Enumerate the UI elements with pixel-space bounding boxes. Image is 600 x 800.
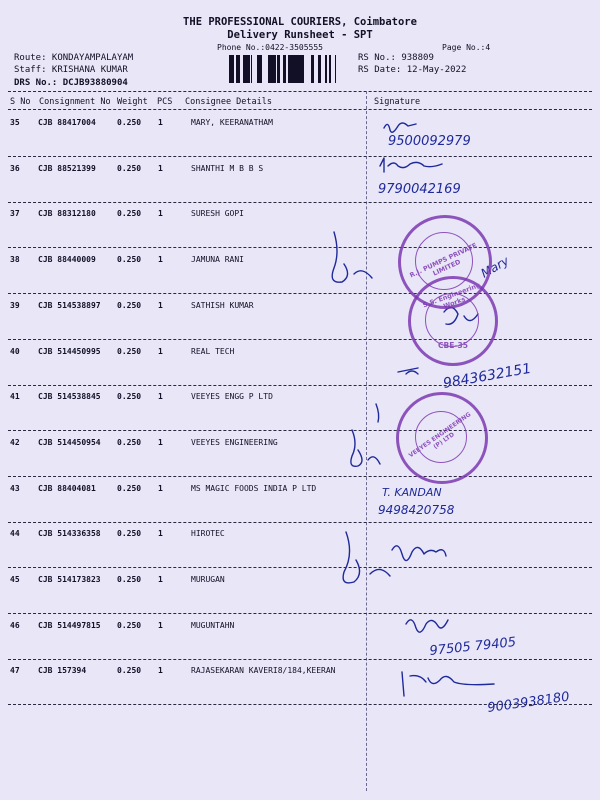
row-sno: 38 xyxy=(10,255,20,265)
row-pcs: 1 xyxy=(158,666,163,676)
row-weight: 0.250 xyxy=(117,666,142,676)
row-divider xyxy=(8,613,592,614)
row-consignee: JAMUNA RANI xyxy=(191,255,244,265)
row-pcs: 1 xyxy=(158,255,163,265)
row-weight: 0.250 xyxy=(117,209,142,219)
row-consignee: HIROTEC xyxy=(191,529,225,539)
row-pcs: 1 xyxy=(158,300,163,310)
stamp2-city: CBE-35 xyxy=(438,341,468,350)
page-number: Page No.:4 xyxy=(442,43,491,52)
row-sno: 37 xyxy=(10,209,20,219)
table-row xyxy=(0,118,600,164)
row-sno: 35 xyxy=(10,118,20,127)
route: Route: KONDAYAMPALAYAM xyxy=(14,53,134,63)
sig46-phone: 97505 79405 xyxy=(428,634,517,659)
col-signature: Signature xyxy=(374,97,421,107)
row-sno: 43 xyxy=(10,483,20,493)
row-consignee: VEEYES ENGINEERING xyxy=(191,437,278,447)
rs-number: RS No.: 938809 xyxy=(358,53,434,63)
row-sno: 40 xyxy=(10,346,20,356)
row-weight: 0.250 xyxy=(117,255,142,265)
table-row xyxy=(0,209,600,255)
row-consignment: CJB 514538897 xyxy=(38,300,101,310)
row-consignee: REAL TECH xyxy=(191,346,235,356)
row-divider xyxy=(8,247,592,248)
row-pcs: 1 xyxy=(158,209,163,219)
row-sno: 41 xyxy=(10,392,20,402)
row-consignment: CJB 88417004 xyxy=(38,118,96,127)
row-consignment: CJB 514336358 xyxy=(38,529,101,539)
row-divider xyxy=(8,430,592,431)
row-consignment: CJB 88312180 xyxy=(38,209,96,219)
row-pcs: 1 xyxy=(158,118,163,127)
sig38-name: Mary xyxy=(478,253,512,281)
row-weight: 0.250 xyxy=(117,529,142,539)
phone-number: Phone No.:0422-3505555 xyxy=(217,43,323,52)
drs-number: DRS No.: DCJB93880904 xyxy=(14,78,128,88)
table-row xyxy=(0,666,600,712)
row-weight: 0.250 xyxy=(117,118,142,127)
row-consignee: SURESH GOPI xyxy=(191,209,244,219)
sig40-phone: 9843632151 xyxy=(441,360,533,392)
row-consignment: CJB 514497815 xyxy=(38,620,101,630)
sig36-phone: 9790042169 xyxy=(378,182,461,197)
row-weight: 0.250 xyxy=(117,620,142,630)
row-sno: 46 xyxy=(10,620,20,630)
table-row xyxy=(0,255,600,301)
row-weight: 0.250 xyxy=(117,392,142,402)
row-sno: 45 xyxy=(10,575,20,584)
row-pcs: 1 xyxy=(158,620,163,630)
table-row xyxy=(0,484,600,530)
row-weight: 0.250 xyxy=(117,437,142,447)
row-pcs: 1 xyxy=(158,575,163,584)
row-consignee: VEEYES ENGG P LTD xyxy=(191,392,273,402)
sig35-phone: 9500092979 xyxy=(388,134,471,149)
row-consignee: RAJASEKARAN KAVERI8/184,KEERAN xyxy=(191,666,336,676)
row-consignee: SATHISH KUMAR xyxy=(191,300,254,310)
row-consignment: CJB 514450954 xyxy=(38,437,101,447)
row-pcs: 1 xyxy=(158,392,163,402)
table-row xyxy=(0,575,600,621)
row-consignment: CJB 88440009 xyxy=(38,255,96,265)
row-divider xyxy=(8,567,592,568)
row-pcs: 1 xyxy=(158,437,163,447)
table-row xyxy=(0,164,600,210)
row-divider xyxy=(8,476,592,477)
row-sno: 44 xyxy=(10,529,20,539)
table-top-rule xyxy=(8,91,592,92)
col-weight: Weight xyxy=(117,97,148,107)
row-divider xyxy=(8,202,592,203)
row-divider xyxy=(8,659,592,660)
col-consignment: Consignment No xyxy=(39,97,111,107)
row-divider xyxy=(8,704,592,705)
row-consignee: MUGUNTAHN xyxy=(191,620,235,630)
sig47-phone: 9003938180 xyxy=(486,689,571,716)
sig43-name: T. KANDAN xyxy=(382,486,442,499)
rs-date: RS Date: 12-May-2022 xyxy=(358,65,467,75)
stamp2-text: S.S. Engineering Works xyxy=(421,281,482,311)
table-row xyxy=(0,301,600,347)
row-sno: 42 xyxy=(10,437,20,447)
col-sno: S No xyxy=(10,97,31,107)
stamp1-text: R.J. PUMPS PRIVATE LIMITED xyxy=(408,241,479,280)
row-sno: 36 xyxy=(10,163,20,173)
company-stamp-veeyes xyxy=(396,392,488,484)
row-consignment: CJB 88404081 xyxy=(38,483,96,493)
row-pcs: 1 xyxy=(158,483,163,493)
row-weight: 0.250 xyxy=(117,575,142,584)
table-row xyxy=(0,621,600,667)
staff: Staff: KRISHANA KUMAR xyxy=(14,65,128,75)
table-row xyxy=(0,392,600,438)
row-divider xyxy=(8,339,592,340)
table-row xyxy=(0,438,600,484)
row-consignment: CJB 514538845 xyxy=(38,392,101,402)
row-consignment: CJB 514450995 xyxy=(38,346,101,356)
row-divider xyxy=(8,293,592,294)
header-bottom-rule xyxy=(8,109,592,110)
stamp3-text: VEEYES ENGINEERING (P) LTD xyxy=(407,411,473,460)
company-title: THE PROFESSIONAL COURIERS, Coimbatore xyxy=(183,16,417,28)
row-weight: 0.250 xyxy=(117,163,142,173)
row-consignee: SHANTHI M B B S xyxy=(191,163,264,173)
row-consignee: MARY, KEERANATHAM xyxy=(191,118,273,127)
row-weight: 0.250 xyxy=(117,300,142,310)
row-consignee: MURUGAN xyxy=(191,575,225,584)
row-weight: 0.250 xyxy=(117,346,142,356)
row-divider xyxy=(8,522,592,523)
col-pcs: PCS xyxy=(157,97,173,107)
row-consignment: CJB 514173823 xyxy=(38,575,101,584)
table-row xyxy=(0,347,600,393)
row-weight: 0.250 xyxy=(117,483,142,493)
company-stamp-ss-engineering xyxy=(408,276,498,366)
col-consignee: Consignee Details xyxy=(185,97,272,107)
row-divider xyxy=(8,156,592,157)
row-pcs: 1 xyxy=(158,529,163,539)
row-consignment: CJB 88521399 xyxy=(38,163,96,173)
row-pcs: 1 xyxy=(158,346,163,356)
document-title: Delivery Runsheet - SPT xyxy=(227,29,373,41)
row-consignee: MS MAGIC FOODS INDIA P LTD xyxy=(191,483,317,493)
row-consignment: CJB 157394 xyxy=(38,666,87,676)
table-row xyxy=(0,529,600,575)
row-sno: 39 xyxy=(10,300,20,310)
sig43-phone: 9498420758 xyxy=(378,503,455,517)
row-pcs: 1 xyxy=(158,163,163,173)
barcode xyxy=(229,55,349,83)
row-divider xyxy=(8,385,592,386)
row-sno: 47 xyxy=(10,666,20,676)
